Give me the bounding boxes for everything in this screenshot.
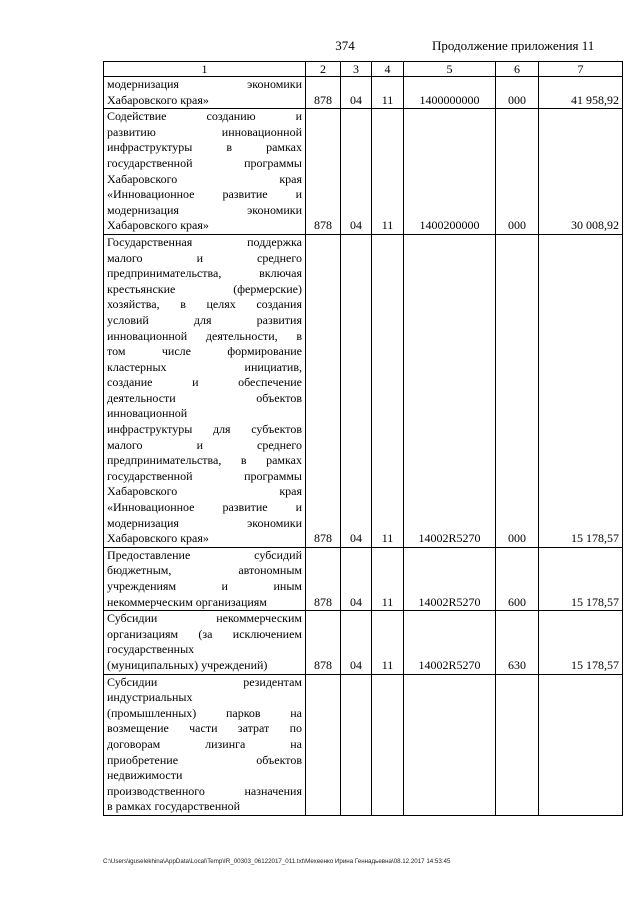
description-line: государственных [107,642,195,657]
expense-type-code: 600 [496,547,539,610]
subsection-code: 11 [372,547,404,610]
table-row [104,611,623,674]
column-header: 5 [404,62,496,77]
section-code: 04 [341,234,372,547]
subsection-code: 11 [372,234,404,547]
description-line: договорам лизинга на [107,736,302,751]
table-row [104,547,623,610]
amount: 41 958,92 [539,77,623,109]
column-header: 2 [306,62,341,77]
ministry-code: 878 [306,109,341,235]
amount [539,674,623,815]
expense-type-code: 630 [496,611,539,674]
description-line: инновационной [107,406,188,421]
expense-type-code: 000 [496,109,539,235]
expense-type-code: 000 [496,77,539,109]
description-line: Субсидии резидентам [107,674,302,689]
description-line: бюджетным, автономным [107,563,302,578]
amount: 30 008,92 [539,109,623,235]
description-line: Хабаровского края» [107,92,209,107]
subsection-code [372,674,404,815]
ministry-code: 878 [306,234,341,547]
description-line: (промышленных) парков на [107,705,302,720]
description-line: Содействие созданию и [107,109,302,124]
description-line: возмещение части затрат по [107,721,302,736]
description-line: модернизация экономики [107,515,302,530]
description-line: предпринимательства, в рамках [107,453,302,468]
description-line: Государственная поддержка [107,234,302,249]
description-line: развитию инновационной [107,124,302,139]
description-line: инфраструктуры для субъектов [107,422,302,437]
description-line: недвижимости [107,768,183,783]
row-description [104,234,306,547]
subsection-code: 11 [372,611,404,674]
description-line: малого и среднего [107,250,302,265]
description-line: Хабаровского края» [107,218,209,233]
description-line: организациям (за исключением [107,626,302,641]
description-line: государственной программы [107,155,302,170]
description-line: Субсидии некоммерческим [107,611,302,626]
description-line: предпринимательства, включая [107,266,302,281]
description-line: производственного назначения [107,783,302,798]
description-line: учреждениям и иным [107,579,302,593]
description-line: создание и обеспечение [107,375,302,390]
description-line: Предоставление субсидий [107,547,302,562]
description-line: деятельности объектов [107,390,302,405]
description-line: модернизация экономики [107,77,302,91]
description-line: в рамках государственной [107,799,241,814]
description-line: малого и среднего [107,437,302,452]
description-line: государственной программы [107,468,302,483]
footer-file-path: C:\Users\iguselekhina\AppData\Local\Temp\IR_00303_06122017_011.txt\Мехеенко Ирина Геннадьевна\08.12.2017 14:53:45 [103,858,451,865]
row-description [104,611,306,674]
ministry-code: 878 [306,547,341,610]
target-article-code: 14002R5270 [404,234,496,547]
target-article-code: 1400200000 [404,109,496,235]
ministry-code: 878 [306,77,341,109]
continuation-label: Продолжение приложения 11 [432,38,595,53]
section-code: 04 [341,77,372,109]
description-line: хозяйства, в целях создания [107,297,302,312]
section-code: 04 [341,547,372,610]
target-article-code: 1400000000 [404,77,496,109]
table-header-row [104,62,623,77]
description-line: условий для развития [107,312,302,327]
section-code: 04 [341,611,372,674]
row-description [104,547,306,610]
row-description [104,77,306,109]
expense-type-code [496,674,539,815]
description-line: кластерных инициатив, [107,359,302,374]
table-row [104,77,623,109]
column-header: 4 [372,62,404,77]
column-header: 6 [496,62,539,77]
description-line: (муниципальных) учреждений) [107,657,268,672]
table-row [104,234,623,547]
description-line: приобретение объектов [107,752,302,767]
description-line: инновационной деятельности, в [107,328,302,343]
description-line: инфраструктуры в рамках [107,140,302,155]
description-line: модернизация экономики [107,202,302,217]
column-header: 3 [341,62,372,77]
subsection-code: 11 [372,109,404,235]
column-header: 7 [539,62,623,77]
section-code [341,674,372,815]
description-line: крестьянские (фермерские) [107,281,302,296]
expense-type-code: 000 [496,234,539,547]
section-code: 04 [341,109,372,235]
description-line: Хабаровского края [107,171,302,186]
ministry-code [306,674,341,815]
amount: 15 178,57 [539,234,623,547]
column-header: 1 [104,62,306,77]
target-article-code [404,674,496,815]
row-description [104,109,306,235]
description-line: «Инновационное развитие и [107,500,302,515]
description-line: том числе формирование [107,344,302,359]
amount: 15 178,57 [539,611,623,674]
amount: 15 178,57 [539,547,623,610]
table-row [104,109,623,235]
description-line: индустриальных [107,690,193,705]
description-line: Хабаровского края» [107,531,209,546]
target-article-code: 14002R5270 [404,547,496,610]
description-line: «Инновационное развитие и [107,187,302,202]
target-article-code: 14002R5270 [404,611,496,674]
description-line: некоммерческим организациям [107,594,267,609]
description-line: Хабаровского края [107,484,302,499]
table-row [104,674,623,815]
subsection-code: 11 [372,77,404,109]
row-description [104,674,306,815]
page-number: 374 [335,38,355,53]
ministry-code: 878 [306,611,341,674]
budget-table [103,61,623,816]
